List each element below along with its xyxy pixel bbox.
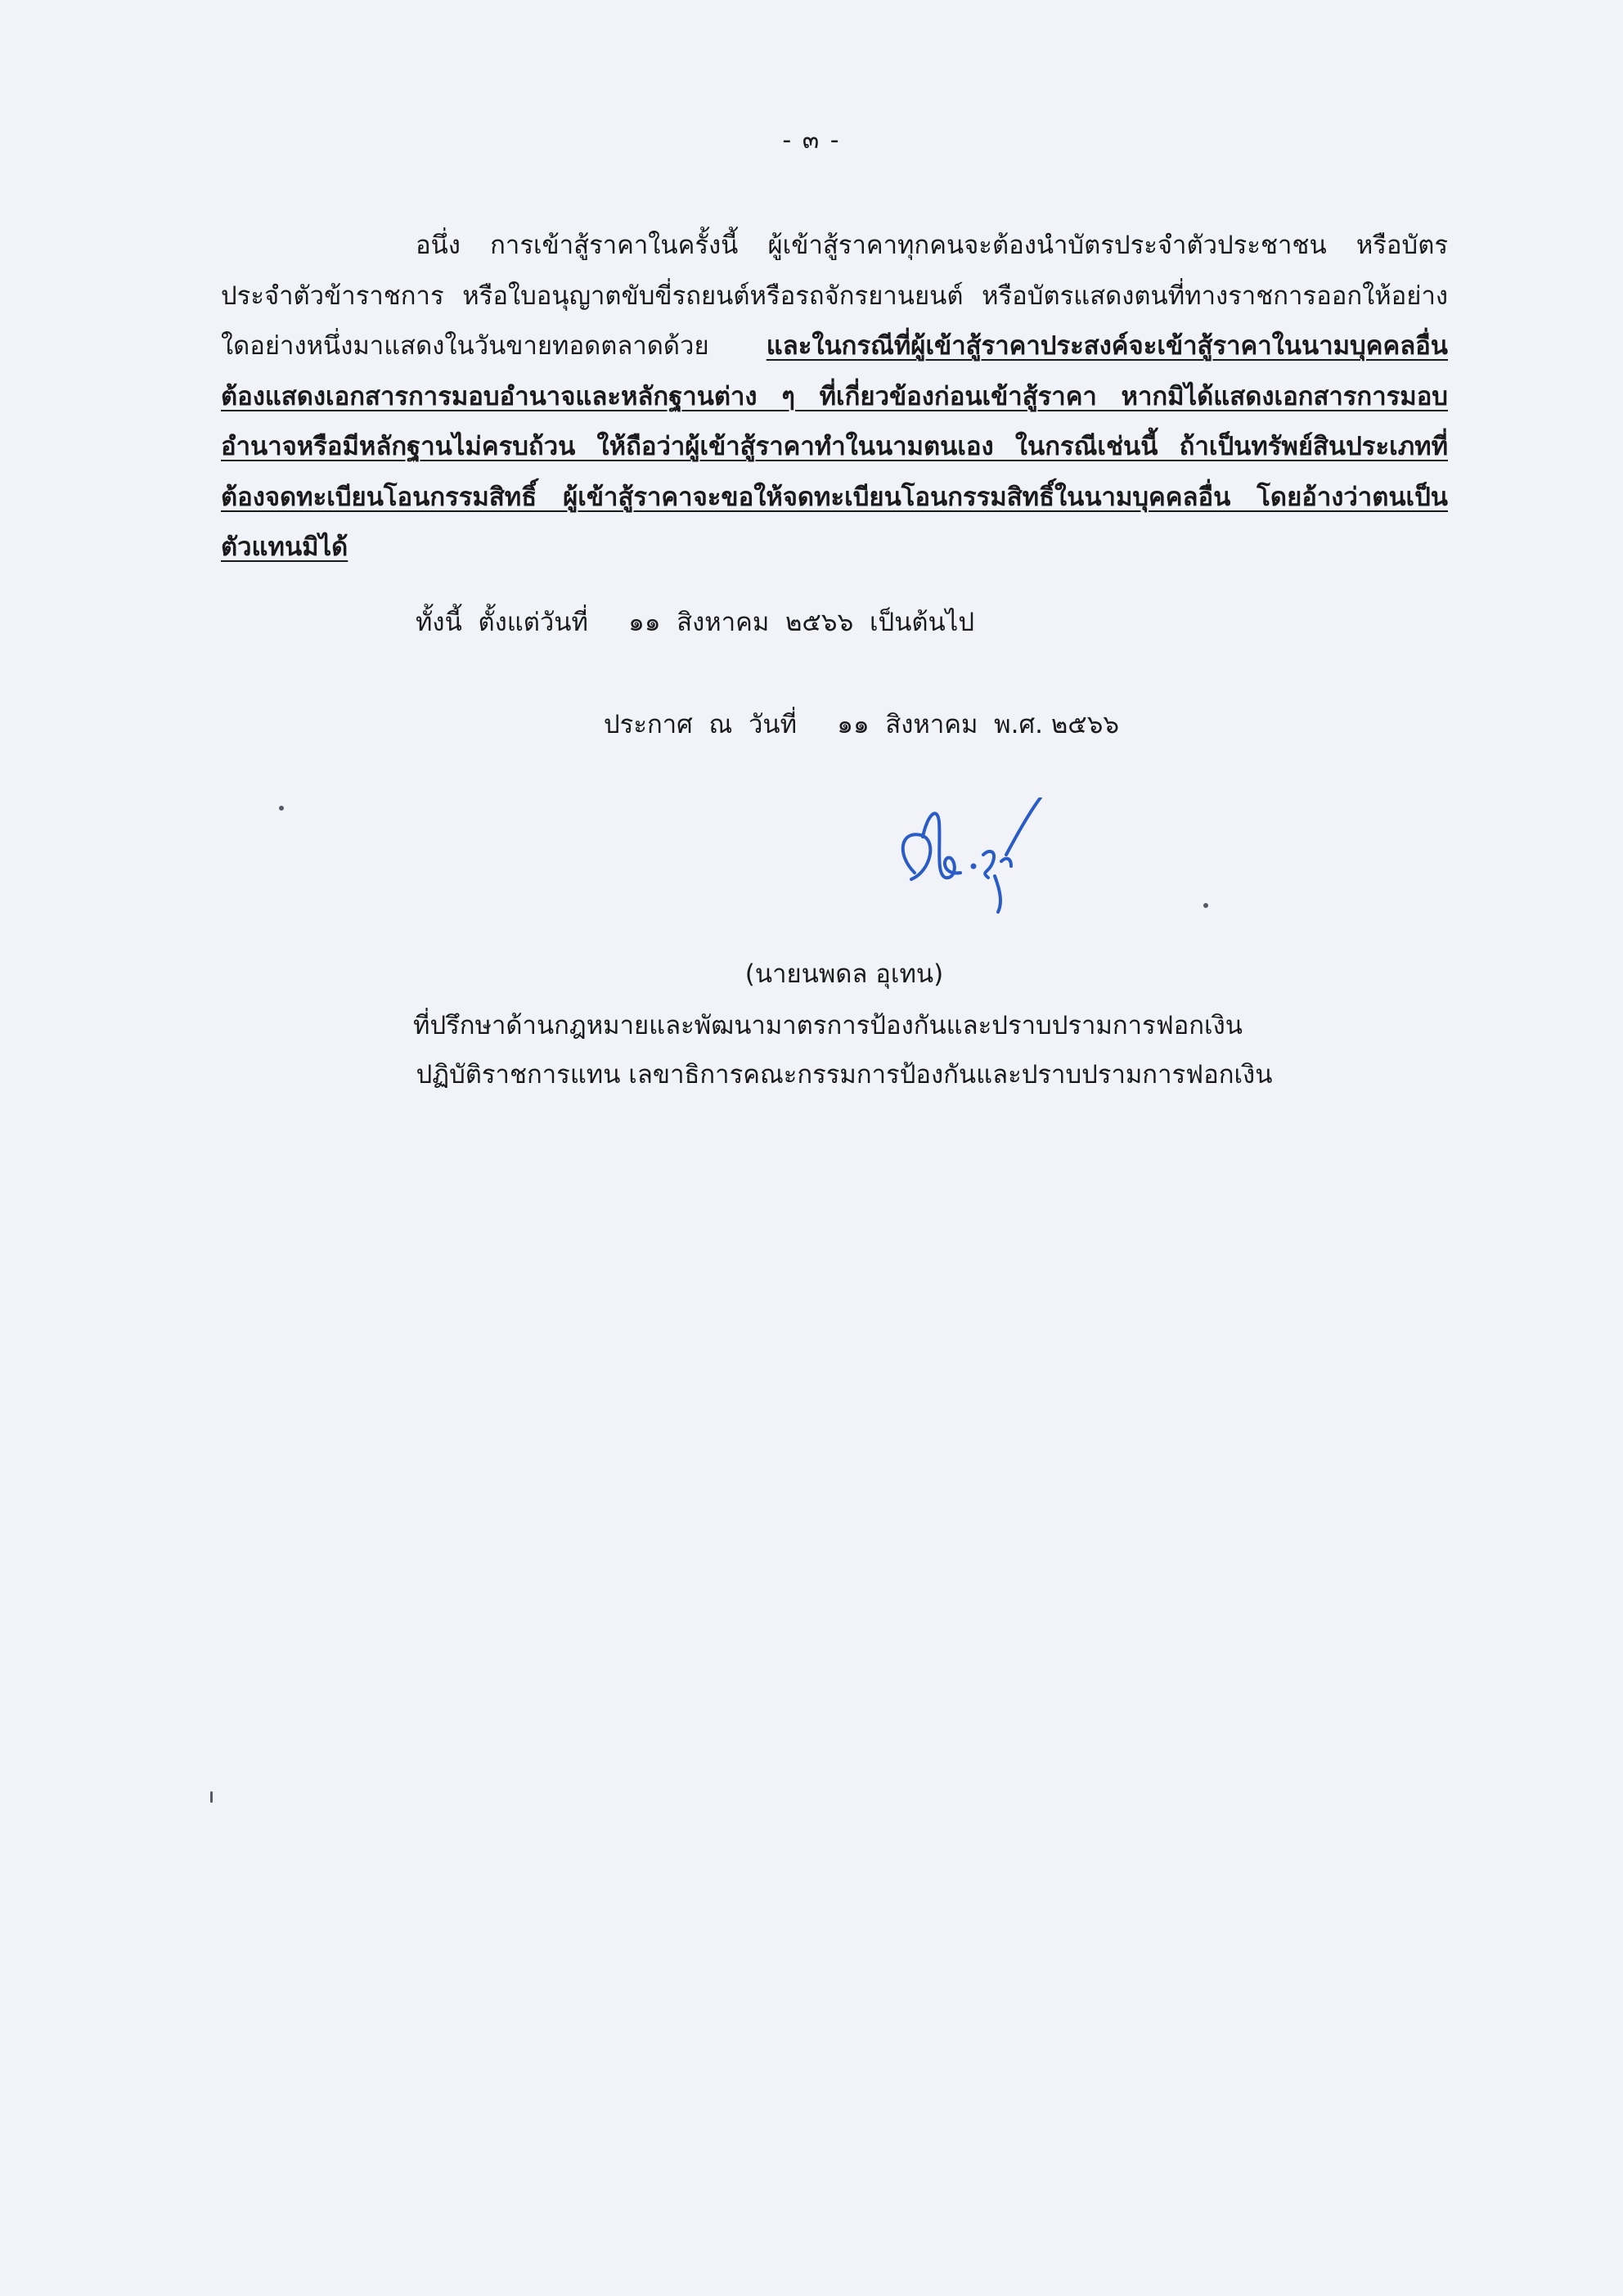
signer-title-line-1: ที่ปรึกษาด้านกฎหมายและพัฒนามาตรการป้องกันและปราบปรามการฟอกเงิน (413, 1011, 1243, 1040)
scan-speck (279, 806, 284, 811)
page-number: - ๓ - (782, 126, 841, 155)
announcement-date-line: ประกาศ ณ วันที่ ๑๑ สิงหาคม พ.ศ. ๒๕๖๖ (604, 710, 1120, 739)
scan-speck (1203, 903, 1208, 908)
body-emphasis-text: และในกรณีที่ผู้เข้าสู้ราคาประสงค์จะเข้าสู้ราคาในนามบุคคลอื่น ต้องแสดงเอกสารการมอบอำนาจและหลักฐานต่าง ๆ ที่เกี่ยวข้องก่อนเข้าสู้ราคา หากมิได้แสดงเอกสารการมอบอำนาจหรือมีหลักฐานไม่ครบถ้วน ให้ถือว่าผู้เข้าสู้ราคาทำในนามตนเอง ในกรณีเช่นนี้ ถ้าเป็นทรัพย์สินประเภทที่ต้องจดทะเบียนโอนกรรมสิทธิ์ ผู้เข้าสู้ราคาจะขอให้จดทะเบียนโอนกรรมสิทธิ์ในนามบุคคลอื่น โดยอ้างว่าตนเป็นตัวแทนมิได้ (221, 331, 1448, 562)
effective-date-line: ทั้งนี้ ตั้งแต่วันที่ ๑๑ สิงหาคม ๒๕๖๖ เป็นต้นไป (416, 608, 975, 637)
handwritten-signature (892, 798, 1104, 920)
signer-title-line-2: ปฏิบัติราชการแทน เลขาธิการคณะกรรมการป้องกันและปราบปรามการฟอกเงิน (416, 1060, 1273, 1090)
announcement-body (221, 221, 1448, 573)
signer-name: (นายนพดล อุเทน) (744, 959, 944, 989)
body-intro-text: อนึ่ง การเข้าสู้ราคาในครั้งนี้ ผู้เข้าสู้ราคาทุกคนจะต้องนำบัตรประจำตัวประชาชน หรือบัตรประจำตัวข้าราชการ หรือใบอนุญาตขับขี่รถยนต์หรือรถจักรยานยนต์ หรือบัตรแสดงตนที่ทางราชการออกให้อย่างใดอย่างหนึ่งมาแสดงในวันขายทอดตลาดด้วย (221, 231, 1448, 361)
scan-speck (210, 1791, 213, 1803)
